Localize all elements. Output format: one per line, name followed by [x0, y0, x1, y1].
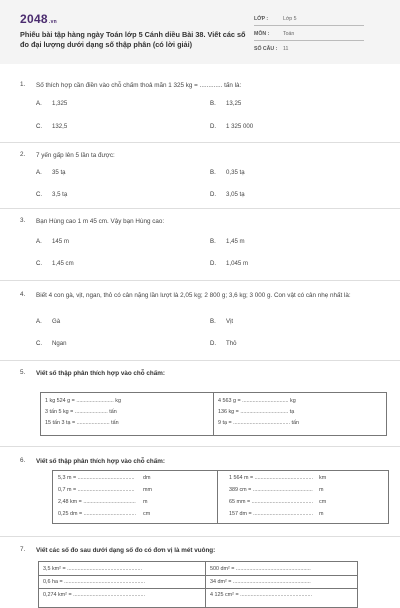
- q6-unit: mm: [143, 487, 152, 493]
- q5-exercise-box: [40, 392, 387, 436]
- divider: [0, 280, 400, 281]
- q6-item: 65 mm = .........................................: [229, 499, 314, 505]
- q6-unit: cm: [319, 499, 327, 505]
- q7-item: 0,274 km² = ................................................: [43, 592, 146, 598]
- q6-unit: m: [143, 499, 148, 505]
- q6-item: 389 cm = ........................................: [229, 487, 313, 493]
- q5-item: 9 tạ = ...................................... tấn: [218, 420, 300, 426]
- divider: [0, 360, 400, 361]
- q6-unit: cm: [143, 511, 151, 517]
- q6-item: 157 dm = ........................................: [229, 511, 314, 517]
- q6-item: 5,3 m = ......................................: [58, 475, 135, 481]
- q7-exercise-box: [38, 561, 358, 608]
- divider: [0, 536, 400, 537]
- q5-item: 1 kg 524 g = ......................... kg: [45, 398, 121, 404]
- q6-unit: m: [319, 487, 324, 493]
- worksheet-title: Phiếu bài tập hàng ngày Toán lớp 5 Cánh diều Bài 38. Viết các số đo đại lượng dưới dạng số thập phân (có lời giải): [20, 30, 246, 49]
- q6-exercise-box: [52, 470, 389, 524]
- q6-unit: m: [319, 511, 324, 517]
- worksheet-header: 2048.vn Phiếu bài tập hàng ngày Toán lớp 5 Cánh diều Bài 38. Viết các số đo đại lượng dưới dạng số thập phân (có lời giải) LỚP : Lớp 5 MÔN : Toán SỐ CÂU : 11: [0, 0, 400, 64]
- q6-item: 0,7 m = ......................................: [58, 487, 135, 493]
- q6-item: 2,48 km = ...................................: [58, 499, 136, 505]
- divider: [0, 208, 400, 209]
- q5-item: 136 kg = ................................ tạ: [218, 409, 295, 415]
- q6-item: 1 564 m = .......................................: [229, 475, 314, 481]
- site-logo[interactable]: 2048.vn: [20, 12, 58, 26]
- q7-item: 34 dm² = ....................................................: [210, 579, 311, 585]
- divider: [0, 446, 400, 447]
- q6-item: 0,25 dm = ...................................: [58, 511, 137, 517]
- q7-item: 4 125 cm² = ................................................: [210, 592, 313, 598]
- worksheet-page: 2048.vn Phiếu bài tập hàng ngày Toán lớp 5 Cánh diều Bài 38. Viết các số đo đại lượng dưới dạng số thập phân (có lời giải) LỚP : Lớp 5 MÔN : Toán SỐ CÂU : 11 1. Số thích hợp cần điền vào chỗ chấm thoả mãn 1 325 kg = ............. tấn là: A. 1,325 B. 13,25 C. 132,5 D. 1 325 000 2. 7 yến gấp lên 5 lần ta được: A. 35 tạ B. 0,35 tạ C. 3,5 tạ D. 3,05 tạ 3. Bạn Hùng cao 1 m 45 cm. Vậy bạn Hùng cao: A. 145 m B. 1,45 m C. 1,45 cm D. 1,045 m 4. Biết 4 con gà, vịt, ngan, thỏ có cân nặng lần lượt là 2,05 kg; 2 800 g; 3,6 kg; 3 000 g. Con vật có cân nhẹ nhất là: A. Gà B. Vịt C. Ngan D. Thỏ 5. Viết số thập phân thích hợp vào chỗ chấm: 1 kg 524 g = ......................... kg 3 tấn 5 kg = ...................... tấn 15 tấn 3 tạ = ...................... tấn 4 563 g = ............................... kg 136 kg = ................................ tạ 9 tạ = ...................................... tấn 6. Viết số thập phân thích hợp vào chỗ chấm: 5,3 m = ...................................... dm 0,7 m = ...................................... mm 2,48 km = ................................... m 0,25 dm = ................................... cm 1 564 m = ....................................... km 389 cm = ........................................ m 65 mm = ......................................... cm 157 dm = ........................................ m 7. Viết các số đo sau dưới dạng số đo có đơn vị là mét vuông: 3,5 km² = .................................................. 0,6 ha = ...................................................... 0,274 km² = ................................................ 500 dm² = .................................................. 34 dm² = .................................................... 4 125 cm² = ................................................: [0, 0, 400, 600]
- q5-item: 4 563 g = ............................... kg: [218, 398, 296, 404]
- q6-unit: dm: [143, 475, 151, 481]
- divider: [0, 142, 400, 143]
- q7-item: 0,6 ha = ......................................................: [43, 579, 146, 585]
- q5-item: 3 tấn 5 kg = ...................... tấn: [45, 409, 117, 415]
- q7-item: 3,5 km² = ..................................................: [43, 566, 143, 572]
- q5-item: 15 tấn 3 tạ = ...................... tấn: [45, 420, 119, 426]
- q7-item: 500 dm² = ..................................................: [210, 566, 311, 572]
- q6-unit: km: [319, 475, 327, 481]
